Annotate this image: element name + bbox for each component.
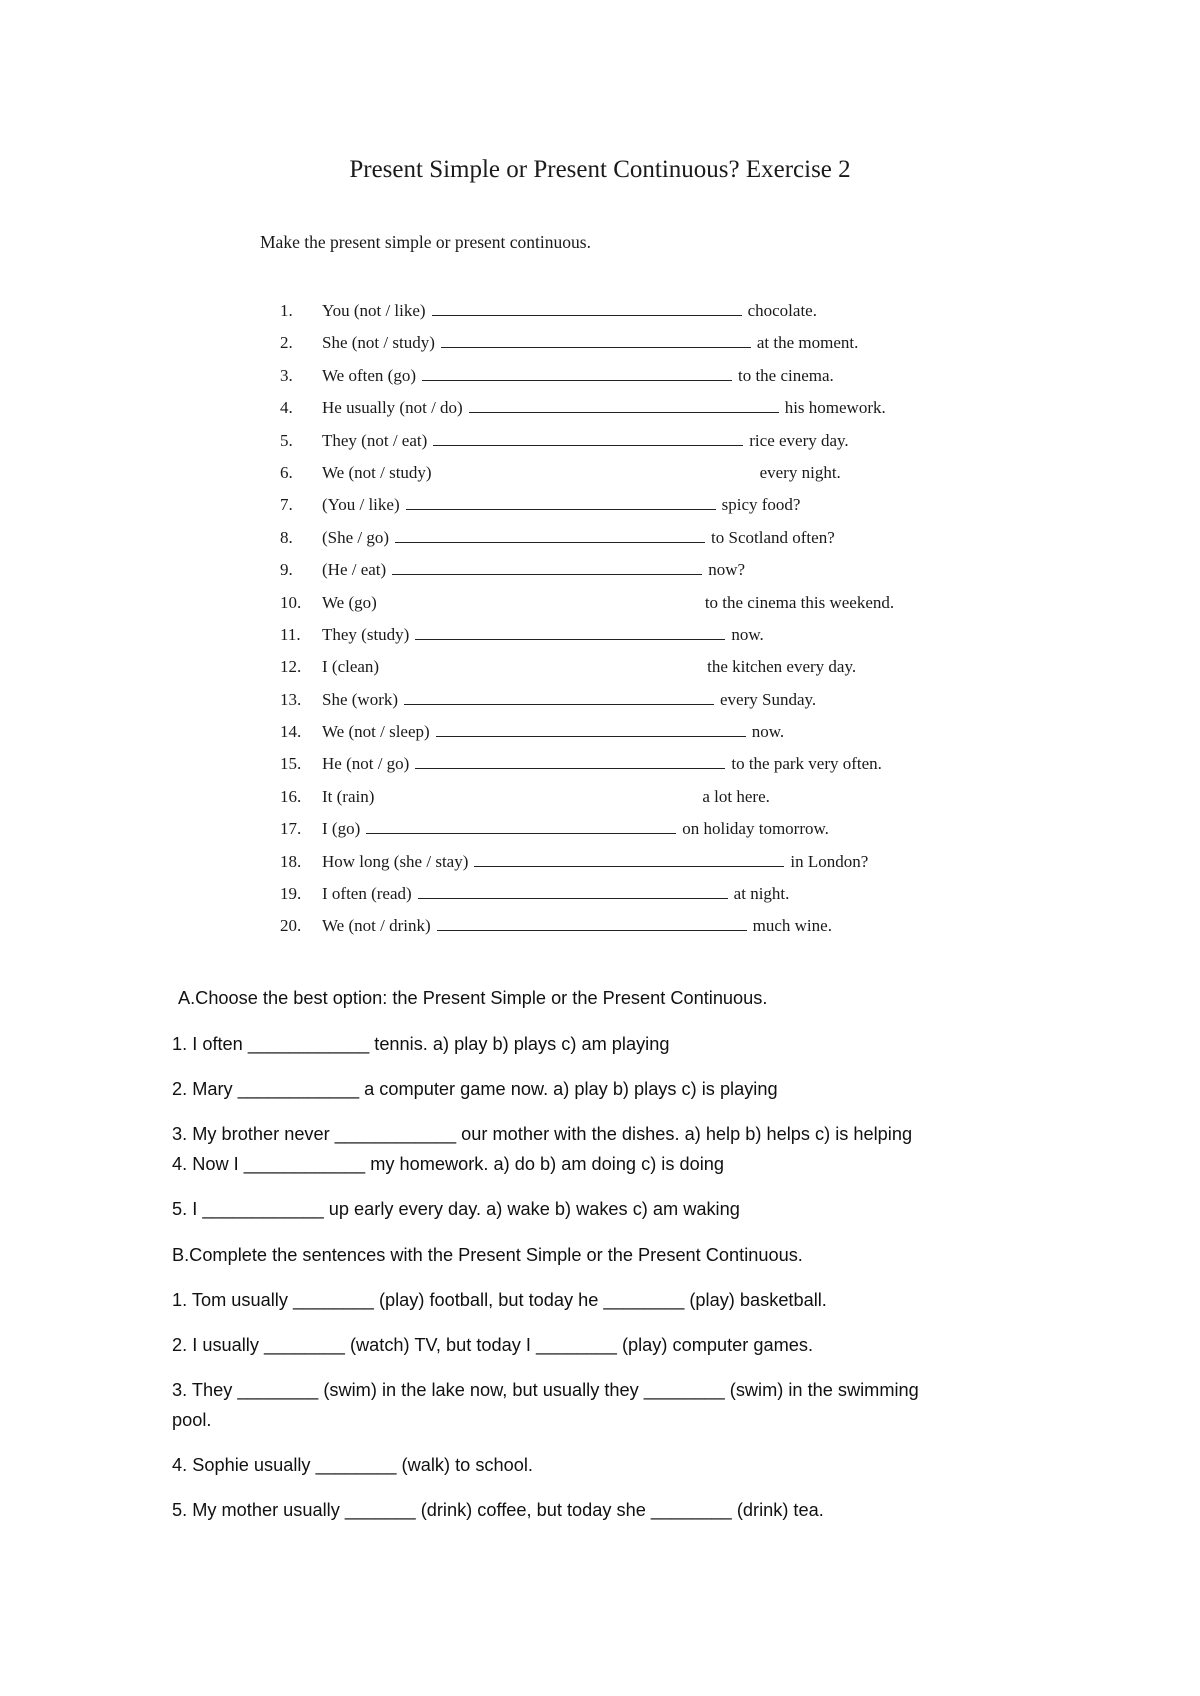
item-prompt: We (not / study) xyxy=(322,462,432,482)
answer-blank[interactable] xyxy=(395,520,705,543)
item-continuation: a lot here. xyxy=(702,786,770,806)
item-prompt: You (not / like) xyxy=(322,301,426,320)
item-continuation: to the cinema this weekend. xyxy=(704,592,895,612)
exercise-1-item xyxy=(280,714,940,746)
item-number: 14. xyxy=(280,722,302,742)
exercise-1-item xyxy=(280,520,940,552)
answer-blank[interactable] xyxy=(469,390,779,413)
exercise-1-item xyxy=(280,876,940,908)
item-continuation: every night. xyxy=(759,462,841,482)
exercise-1-item xyxy=(280,746,940,778)
item-continuation: every Sunday. xyxy=(720,689,817,709)
item-number: 13. xyxy=(280,689,302,709)
answer-blank[interactable] xyxy=(441,325,751,348)
item-continuation: to the cinema. xyxy=(737,365,834,385)
item-number: 9. xyxy=(280,560,293,580)
item-number: 15. xyxy=(280,754,302,774)
exercise-1-item xyxy=(280,325,940,357)
item-prompt: She (work) xyxy=(322,689,399,709)
item-number: 20. xyxy=(280,916,302,936)
exercise-1-item xyxy=(280,293,940,325)
item-number: 1. xyxy=(280,301,293,320)
item-continuation: now. xyxy=(731,624,764,644)
item-prompt: I often (read) xyxy=(322,884,412,904)
answer-blank[interactable] xyxy=(433,423,743,446)
item-continuation: now. xyxy=(751,722,785,742)
item-prompt: I (clean) xyxy=(322,657,380,677)
answer-blank[interactable] xyxy=(438,455,754,478)
answer-blank[interactable] xyxy=(418,876,728,899)
answer-blank[interactable] xyxy=(415,617,725,640)
answer-blank[interactable] xyxy=(436,714,746,737)
exercise-1-item xyxy=(280,779,940,811)
item-continuation: to Scotland often? xyxy=(711,527,835,547)
item-number: 4. xyxy=(280,398,293,418)
answer-blank[interactable] xyxy=(404,682,714,705)
item-prompt: (He / eat) xyxy=(322,560,387,580)
exercise-1-item xyxy=(280,844,940,876)
item-prompt: He usually (not / do) xyxy=(322,398,463,418)
exercise-1-item xyxy=(280,617,940,649)
item-number: 16. xyxy=(280,786,302,806)
section-b-item-1: 1. Tom usually ________ (play) football, but today he ________ (play) basketball. xyxy=(172,1290,827,1310)
exercise-1-item xyxy=(280,908,940,940)
section-b-item-5: 5. My mother usually _______ (drink) coffee, but today she ________ (drink) tea. xyxy=(172,1500,824,1520)
item-continuation: chocolate. xyxy=(747,301,817,320)
answer-blank[interactable] xyxy=(474,844,784,867)
section-b-item-3: 3. They ________ (swim) in the lake now, but usually they ________ (swim) in the swimming xyxy=(172,1380,919,1400)
item-number: 8. xyxy=(280,527,293,547)
answer-blank[interactable] xyxy=(422,358,732,381)
exercise-1-item xyxy=(280,455,940,487)
item-number: 10. xyxy=(280,592,302,612)
item-prompt: We (go) xyxy=(322,592,377,612)
section-a-item-4: 4. Now I ____________ my homework. a) do b) am doing c) is doing xyxy=(172,1154,724,1174)
section-a-item-2: 2. Mary ____________ a computer game now. a) play b) plays c) is playing xyxy=(172,1079,778,1099)
answer-blank[interactable] xyxy=(432,293,742,316)
item-prompt: She (not / study) xyxy=(322,333,435,353)
answer-blank[interactable] xyxy=(383,585,699,608)
answer-blank[interactable] xyxy=(380,779,696,802)
item-continuation: now? xyxy=(708,560,746,580)
answer-blank[interactable] xyxy=(392,552,702,575)
exercise-1-item xyxy=(280,649,940,681)
answer-blank[interactable] xyxy=(366,811,676,834)
item-prompt: We often (go) xyxy=(322,365,416,385)
answer-blank[interactable] xyxy=(385,649,701,672)
exercise-1-item xyxy=(280,487,940,519)
exercise-1-item xyxy=(280,390,940,422)
exercise-1-item xyxy=(280,682,940,714)
item-number: 17. xyxy=(280,819,302,839)
item-continuation: in London? xyxy=(790,851,869,871)
item-continuation: spicy food? xyxy=(721,495,801,515)
section-a-heading: A.Choose the best option: the Present Simple or the Present Continuous. xyxy=(178,988,768,1008)
item-continuation: rice every day. xyxy=(749,430,849,450)
item-continuation: to the park very often. xyxy=(731,754,882,774)
answer-blank[interactable] xyxy=(415,746,725,769)
item-continuation: at night. xyxy=(733,884,790,904)
section-a-item-1: 1. I often ____________ tennis. a) play b) plays c) am playing xyxy=(172,1034,670,1054)
section-b-heading: B.Complete the sentences with the Present Simple or the Present Continuous. xyxy=(172,1245,803,1265)
section-a-item-5: 5. I ____________ up early every day. a) wake b) wakes c) am waking xyxy=(172,1199,740,1219)
item-prompt: They (study) xyxy=(322,624,410,644)
exercise-1-item xyxy=(280,358,940,390)
exercise-1-item xyxy=(280,811,940,843)
item-prompt: He (not / go) xyxy=(322,754,410,774)
exercise-instruction: Make the present simple or present continuous. xyxy=(260,232,591,252)
item-prompt: We (not / drink) xyxy=(322,916,431,936)
item-number: 7. xyxy=(280,495,293,515)
item-number: 5. xyxy=(280,430,293,450)
section-a-item-3: 3. My brother never ____________ our mother with the dishes. a) help b) helps c) is helping xyxy=(172,1124,913,1144)
item-number: 2. xyxy=(280,333,293,353)
item-number: 3. xyxy=(280,365,293,385)
item-continuation: the kitchen every day. xyxy=(707,657,857,677)
worksheet-title: Present Simple or Present Continuous? Exercise 2 xyxy=(349,156,851,183)
item-prompt: They (not / eat) xyxy=(322,430,428,450)
exercise-1-list xyxy=(280,293,940,941)
answer-blank[interactable] xyxy=(437,908,747,931)
item-prompt: We (not / sleep) xyxy=(322,722,430,742)
item-prompt: I (go) xyxy=(322,819,361,839)
item-continuation: on holiday tomorrow. xyxy=(682,819,829,839)
item-continuation: much wine. xyxy=(752,916,832,936)
item-continuation: at the moment. xyxy=(756,333,859,353)
exercise-1-item xyxy=(280,552,940,584)
item-number: 19. xyxy=(280,884,302,904)
item-continuation: his homework. xyxy=(784,398,886,418)
item-prompt: (You / like) xyxy=(322,495,400,515)
item-number: 18. xyxy=(280,851,302,871)
item-number: 12. xyxy=(280,657,302,677)
exercise-1-item xyxy=(280,585,940,617)
item-prompt: (She / go) xyxy=(322,527,390,547)
section-b-item-2: 2. I usually ________ (watch) TV, but today I ________ (play) computer games. xyxy=(172,1335,813,1355)
item-number: 11. xyxy=(280,624,301,644)
answer-blank[interactable] xyxy=(406,487,716,510)
item-prompt: How long (she / stay) xyxy=(322,851,469,871)
exercise-1-item xyxy=(280,423,940,455)
item-prompt: It (rain) xyxy=(322,786,375,806)
section-b-item-4: 4. Sophie usually ________ (walk) to school. xyxy=(172,1455,533,1475)
section-b-item-3-continued: pool. xyxy=(172,1410,212,1430)
item-number: 6. xyxy=(280,462,293,482)
